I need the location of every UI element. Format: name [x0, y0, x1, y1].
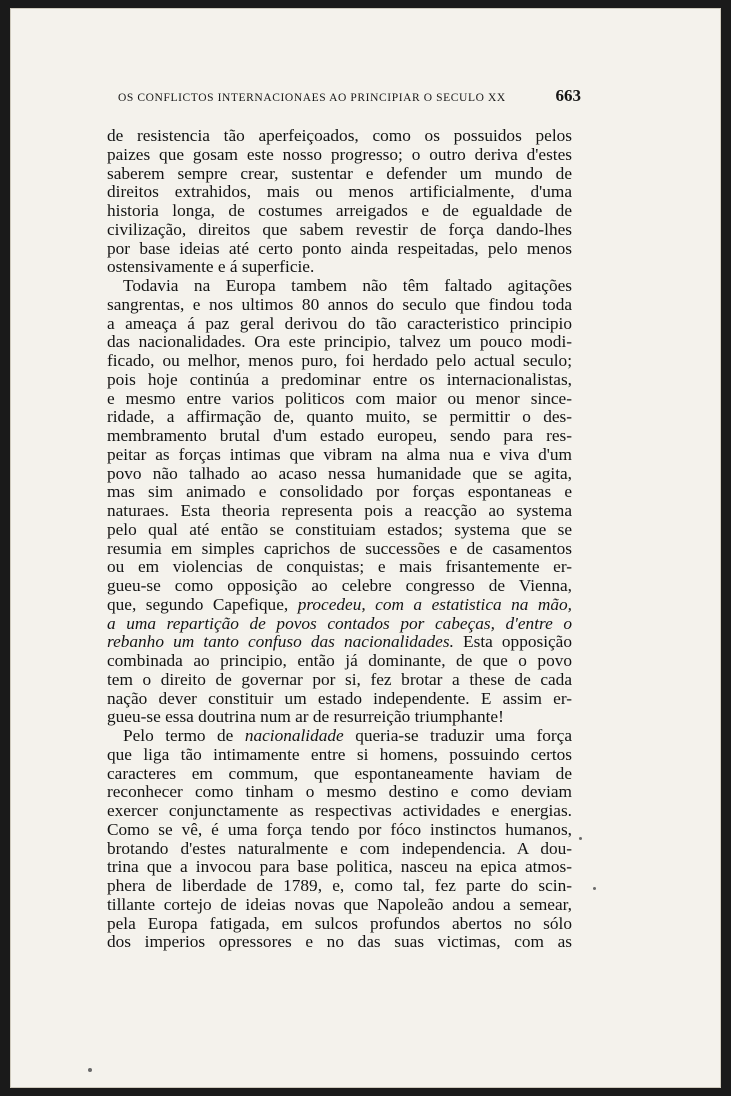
text-segment: que, segundo Capefique,: [107, 595, 289, 614]
text-line: ou em violencias de conquistas; e mais frisantemente er-: [107, 558, 572, 577]
paragraph-3: [107, 727, 572, 952]
text-segment: Esta opposição: [463, 633, 572, 652]
text-line: Como se vê, é uma força tendo por fóco instinctos humanos,: [107, 820, 572, 839]
text-line: gueu-se essa doutrina num ar de resurreição triumphante!: [107, 708, 504, 727]
text-line: reconhecer como tinham o mesmo destino e como deviam: [107, 783, 572, 802]
running-title: OS CONFLICTOS INTERNACIONAES AO PRINCIPIAR O SECULO XX: [118, 92, 506, 104]
text-line: [107, 727, 572, 746]
text-line: dos imperios opressores e no das suas victimas, com as: [107, 933, 572, 952]
italic-term: nacionalidade: [244, 727, 344, 745]
text-line: ostensivamente e á superficie.: [107, 258, 315, 277]
paragraph-2: [107, 277, 572, 727]
text-line: pois hoje continúa a predominar entre os internacionalistas,: [107, 370, 572, 389]
text-line: pela Europa fatigada, em sulcos profundos abertos no sólo: [107, 914, 572, 933]
text-line: gueu-se como opposição ao celebre congresso de Vienna,: [107, 577, 572, 595]
text-line: exercer conjunctamente as respectivas actividades e energias.: [107, 802, 572, 820]
text-line: historia longa, de costumes arreigados e de egualdade de: [107, 202, 572, 220]
text-line: Todavia na Europa tambem não têm faltado agitações: [123, 277, 572, 295]
page-header: [118, 86, 581, 110]
text-line: saberem sempre crear, sustentar e defender um mundo de: [107, 164, 572, 183]
quote-segment: procedeu, com a estatistica na mão,: [297, 595, 572, 614]
text-line: que liga tão intimamente entre si homens, possuindo certos: [107, 745, 572, 764]
text-line: membramento brutal d'um estado europeu, sendo para res-: [107, 427, 572, 445]
speck: [593, 887, 596, 890]
speck: [579, 837, 582, 840]
text-segment: Pelo termo de: [123, 727, 234, 745]
text-line: direitos extrahidos, mais ou menos artificialmente, d'uma: [107, 183, 572, 202]
text-line: povo não talhado ao acaso nessa humanidade que se agita,: [107, 464, 572, 483]
quote-segment: a uma repartição de povos contados por cabeças, d'entre o: [107, 614, 572, 633]
text-line: ridade, a affirmação de, quanto muito, se permittir o des-: [107, 408, 572, 427]
text-line: tillante cortejo de ideias novas que Napoleão andou a semear,: [107, 895, 572, 914]
text-line: por base ideias até certo ponto ainda respeitadas, pelo menos: [107, 239, 572, 258]
text-line: paizes que gosam este nosso progresso; o outro deriva d'estes: [107, 145, 572, 164]
page-number: 663: [555, 86, 581, 105]
text-line: phera de liberdade de 1789, e, como tal, fez parte do scin-: [107, 877, 572, 895]
text-line: [107, 596, 572, 615]
text-line: ficado, ou melhor, menos puro, foi herdado pelo actual seculo;: [107, 352, 572, 370]
text-line: peitar as forças intimas que vibram na alma nua e viva d'um: [107, 445, 572, 464]
text-line: naturaes. Esta theoria representa pois a reacção ao systema: [107, 502, 572, 520]
text-line: tem o direito de governar por si, fez brotar a these de cada: [107, 670, 572, 689]
text-line: de resistencia tão aperfeiçoados, como os possuidos pelos: [107, 127, 572, 145]
text-line: das nacionalidades. Ora este principio, talvez um pouco modi-: [107, 333, 572, 352]
text-line: civilização, direitos que sabem revestir de força dando-lhes: [107, 220, 572, 239]
paragraph-1: [107, 127, 572, 277]
body-text: [107, 127, 572, 952]
text-segment: queria-se traduzir uma força: [355, 727, 572, 745]
text-line: trina que a invocou para base politica, nasceu na epica atmos-: [107, 858, 572, 877]
text-line: resumia em simples caprichos de successões e de casamentos: [107, 539, 572, 558]
text-line: pelo qual até então se constituiam estados; systema que se: [107, 520, 572, 539]
text-line: sangrentas, e nos ultimos 80 annos do seculo que findou toda: [107, 295, 572, 314]
text-line: caracteres em commum, que espontaneamente haviam de: [107, 764, 572, 783]
text-line: brotando d'estes naturalmente e com independencia. A dou-: [107, 839, 572, 858]
text-line: a ameaça á paz geral derivou do tão caracteristico principio: [107, 314, 572, 333]
speck: [88, 1068, 92, 1072]
text-line: mas sim animado e consolidado por forças espontaneas e: [107, 483, 572, 502]
text-line: [107, 633, 572, 652]
text-line: nação dever constituir um estado independente. E assim er-: [107, 689, 572, 708]
text-line: [107, 615, 572, 634]
quote-segment: rebanho um tanto confuso das nacionalidades.: [107, 633, 454, 652]
text-line: e mesmo entre varios politicos com maior ou menor since-: [107, 389, 572, 408]
text-line: combinada ao principio, então já dominante, de que o povo: [107, 652, 572, 670]
